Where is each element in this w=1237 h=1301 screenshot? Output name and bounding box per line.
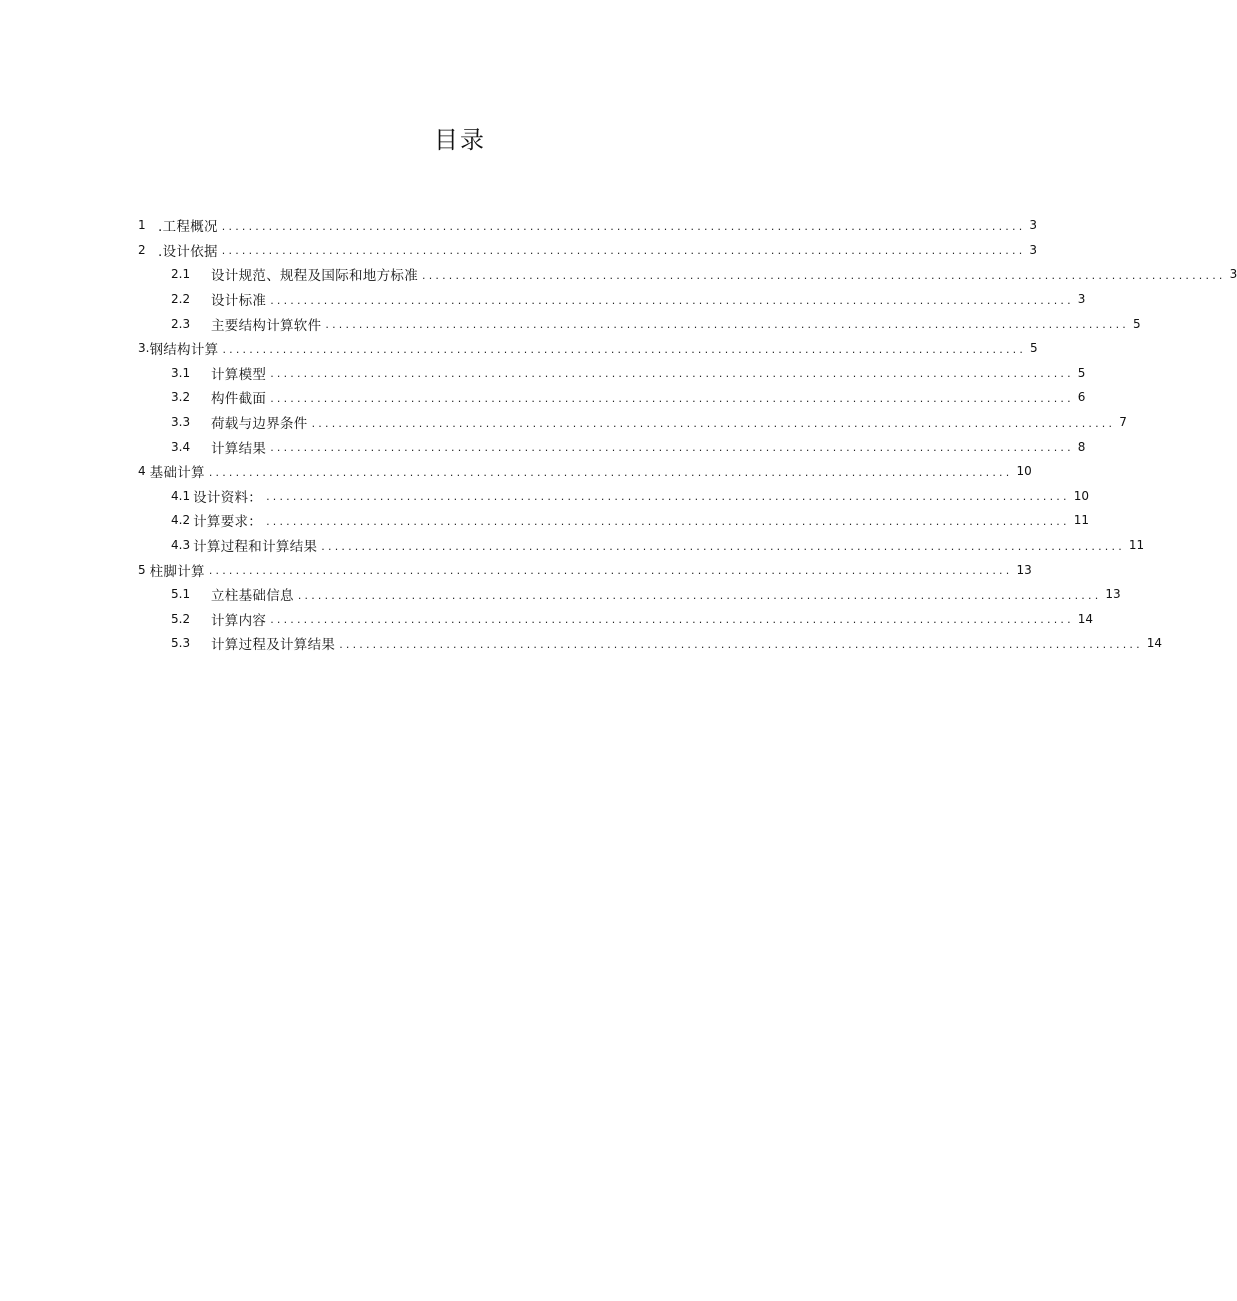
toc-entry-number: 3.4 [171,439,191,454]
toc-entry[interactable] [138,262,1237,287]
toc-entry-label: 设计标准 [211,293,267,310]
toc-entry[interactable] [138,631,1163,656]
toc-entry-page: 13 [1105,587,1121,602]
toc-entry[interactable] [138,336,1038,361]
toc-entry-number: 1 [138,218,146,233]
toc-dot-leader: ........................................................................................................................ [422,268,1226,282]
toc-entry-page: 7 [1119,415,1127,430]
toc-entry-page: 3 [1029,218,1038,233]
toc-dot-leader: ........................................................................................................................ [270,367,1074,381]
toc-entry[interactable] [138,385,1086,410]
toc-entry-label: 计算过程和计算结果 [193,539,318,556]
toc-entry[interactable] [138,311,1141,336]
toc-dot-leader: ........................................................................................................................ [297,588,1102,602]
toc-entry-number: 4 [138,464,146,479]
toc-dot-leader: ........................................................................................................................ [325,318,1129,332]
toc-entry-page: 6 [1077,390,1086,405]
toc-entry[interactable] [138,557,1032,582]
toc-entry[interactable] [138,508,1089,533]
toc-entry-page: 5 [1030,341,1038,356]
toc-entry-number: 3.3 [171,415,191,430]
toc-entry-label: 构件截面 [211,391,267,408]
toc-dot-leader: ........................................................................................................................ [270,293,1074,307]
toc-entry-label: 计算模型 [211,366,267,383]
toc-entry-label: 基础计算 [149,465,205,482]
toc-entry-label: 设计资料： [193,489,263,506]
toc-entry-number: 3.1 [171,365,191,380]
toc-dot-leader: ........................................................................................................................ [222,342,1027,356]
toc-entry-number: 4.1 [171,488,191,503]
toc-entry[interactable] [138,410,1127,435]
toc-entry-label: 钢结构计算 [149,342,219,359]
toc-entry[interactable] [138,607,1094,632]
toc-entry-label: 荷载与边界条件 [211,416,308,433]
toc-entry-page: 13 [1016,562,1032,577]
toc-entry-number: 5.2 [171,611,191,626]
toc-dot-leader: ........................................................................................................................ [321,539,1125,553]
toc-entry-label: 主要结构计算软件 [211,317,322,334]
toc-entry[interactable] [138,484,1089,509]
toc-entry-page: 14 [1077,611,1094,626]
toc-entry-number: 4.2 [171,513,191,528]
toc-entry-number: 2.1 [171,267,191,282]
toc-entry-page: 11 [1128,538,1145,553]
toc-dot-leader: ........................................................................................................................ [270,391,1074,405]
toc-entry-number: 2.3 [171,316,191,331]
toc-entry-number: 5.3 [171,636,191,651]
toc-entry-label: 设计规范、规程及国际和地方标准 [211,268,418,285]
toc-entry-number: 4.3 [171,538,191,553]
toc-dot-leader: ........................................................................................................................ [221,244,1026,258]
toc-entry-number: 3.2 [171,390,191,405]
toc-entry[interactable] [138,213,1038,238]
toc-entry-number: 5.1 [171,587,191,602]
toc-entry-page: 10 [1016,464,1032,479]
toc-entry-number: 3. [138,341,150,356]
toc-dot-leader: ........................................................................................................................ [311,416,1116,430]
toc-dot-leader: ........................................................................................................................ [266,490,1070,504]
toc-entry-number: 2 [138,242,146,257]
toc-entry[interactable] [138,361,1086,386]
toc-dot-leader: ........................................................................................................................ [221,219,1026,233]
toc-dot-leader: ........................................................................................................................ [270,613,1074,627]
toc-entry-number: 5 [138,562,146,577]
toc-entry-page: 5 [1133,316,1141,331]
toc-entry-page: 3 [1029,242,1038,257]
toc-entry-page: 11 [1073,513,1089,528]
toc-dot-leader: ........................................................................................................................ [270,441,1074,455]
toc-entry-label: 计算要求： [193,514,263,531]
toc-entry[interactable] [138,582,1121,607]
toc-entry[interactable] [138,238,1038,263]
toc-dot-leader: ........................................................................................................................ [339,637,1143,651]
toc-entry[interactable] [138,434,1086,459]
toc-entry-page: 10 [1073,488,1089,503]
toc-entry-label: 计算内容 [211,612,267,629]
toc-entry-page: 14 [1146,636,1163,651]
toc-entry[interactable] [138,459,1032,484]
toc-entry-label: 计算过程及计算结果 [211,637,336,654]
toc-dot-leader: ........................................................................................................................ [208,465,1013,479]
toc-entry-page: 3 [1077,292,1086,307]
toc-entry-number: 2.2 [171,292,191,307]
toc-entry-page: 3 [1229,267,1237,282]
toc-entry-label: .工程概况 [158,219,218,236]
toc-entry-label: 柱脚计算 [149,563,205,580]
toc-entry[interactable] [138,287,1086,312]
toc-dot-leader: ........................................................................................................................ [266,514,1070,528]
page-title: 目录 [434,126,486,154]
toc-entry-label: 计算结果 [211,440,267,457]
toc-entry-page: 5 [1077,365,1086,380]
toc-entry-page: 8 [1077,439,1086,454]
toc-entry-label: 立柱基础信息 [211,588,294,605]
table-of-contents [138,213,1237,656]
toc-entry[interactable] [138,533,1145,558]
toc-dot-leader: ........................................................................................................................ [208,564,1013,578]
toc-entry-label: .设计依据 [158,243,218,260]
